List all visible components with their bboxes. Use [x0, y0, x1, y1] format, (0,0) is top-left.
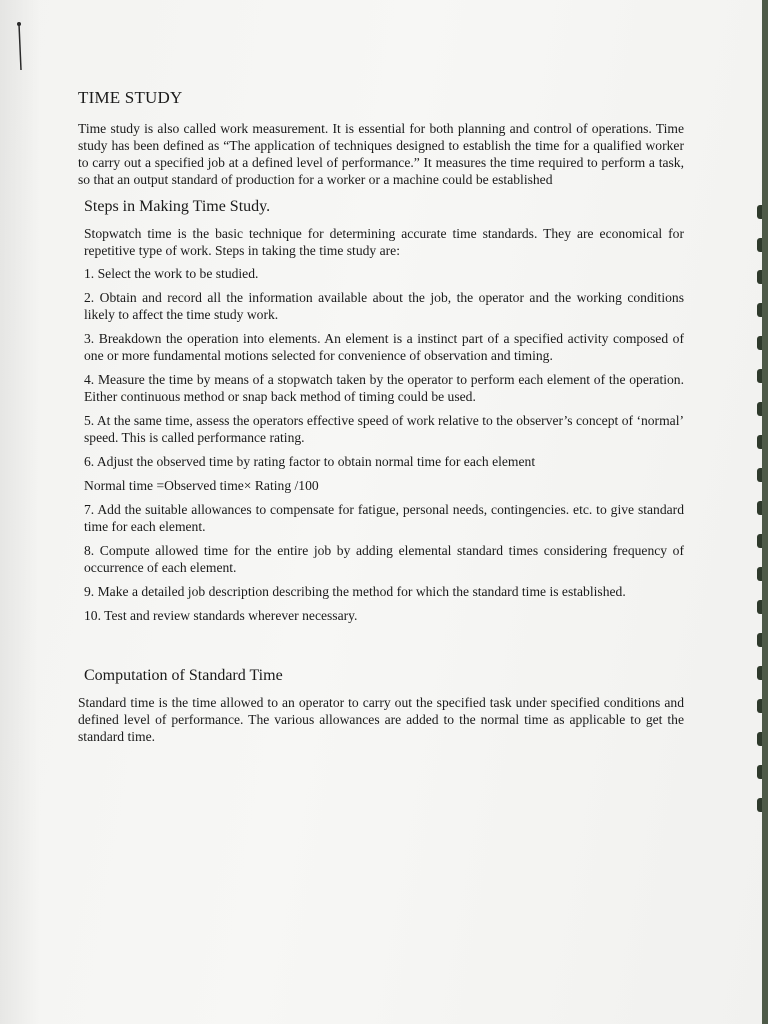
binder-hole [757, 798, 762, 812]
binder-hole [757, 205, 762, 219]
step-item: 3. Breakdown the operation into elements. An element is a instinct part of a specified activity composed of one or more fundamental motions selected for convenience of observation and timing. [84, 331, 684, 363]
page-title: TIME STUDY [78, 88, 183, 107]
binder-hole [757, 600, 762, 614]
step-item: 10. Test and review standards wherever necessary. [84, 608, 358, 623]
steps-heading: Steps in Making Time Study. [84, 198, 271, 215]
normal-time-formula: Normal time =Observed time× Rating /100 [84, 478, 319, 493]
binder-hole [757, 238, 762, 252]
binder-hole [757, 765, 762, 779]
page-shadow [0, 0, 40, 1024]
binder-hole [757, 336, 762, 350]
binder-hole [757, 732, 762, 746]
step-item: 8. Compute allowed time for the entire job by adding elemental standard times considering frequency of occurrence of each element. [84, 543, 684, 575]
binder-hole [757, 369, 762, 383]
binder-hole [757, 666, 762, 680]
step-item: 5. At the same time, assess the operators effective speed of work relative to the observer’s concept of ‘normal’ speed. This is called performance rating. [84, 413, 684, 445]
steps-intro-paragraph: Stopwatch time is the basic technique for determining accurate time standards. They are economical for repetitive type of work. Steps in taking the time study are: [84, 226, 684, 258]
binder-hole [757, 501, 762, 515]
step-item: 1. Select the work to be studied. [84, 266, 259, 281]
binder-hole [757, 435, 762, 449]
step-item: 2. Obtain and record all the information available about the job, the operator and the working conditions likely to affect the time study work. [84, 290, 684, 322]
step-item: 9. Make a detailed job description describing the method for which the standard time is established. [84, 584, 626, 599]
standard-time-heading: Computation of Standard Time [84, 667, 283, 684]
step-item: 4. Measure the time by means of a stopwatch taken by the operator to perform each element of the operation. Either continuous method or snap back method of timing could be used. [84, 372, 684, 404]
binder-hole [757, 270, 762, 284]
binder-hole [757, 699, 762, 713]
section-spacer [78, 631, 684, 667]
pin-mark [16, 20, 26, 76]
step-item: 7. Add the suitable allowances to compensate for fatigue, personal needs, contingencies. etc. to give standard time for each element. [84, 502, 684, 534]
document-content [78, 88, 684, 745]
binder-hole [757, 567, 762, 581]
step-item: 6. Adjust the observed time by rating factor to obtain normal time for each element [84, 454, 536, 469]
binder-holes [752, 0, 762, 1024]
intro-paragraph: Time study is also called work measurement. It is essential for both planning and control of operations. Time study has been defined as “The application of techniques designed to establish the time for a qualified worker to carry out a specified job at a defined level of performance.” It measures the time required to perform a task, so that an output standard of production for a worker or a machine could be established [78, 121, 684, 187]
binder-hole [757, 534, 762, 548]
standard-time-paragraph: Standard time is the time allowed to an operator to carry out the specified task under specified conditions and defined level of performance. The various allowances are added to the normal time as applicable to get the standard time. [78, 695, 684, 744]
binder-hole [757, 468, 762, 482]
binder-hole [757, 303, 762, 317]
binder-hole [757, 402, 762, 416]
binder-hole [757, 633, 762, 647]
